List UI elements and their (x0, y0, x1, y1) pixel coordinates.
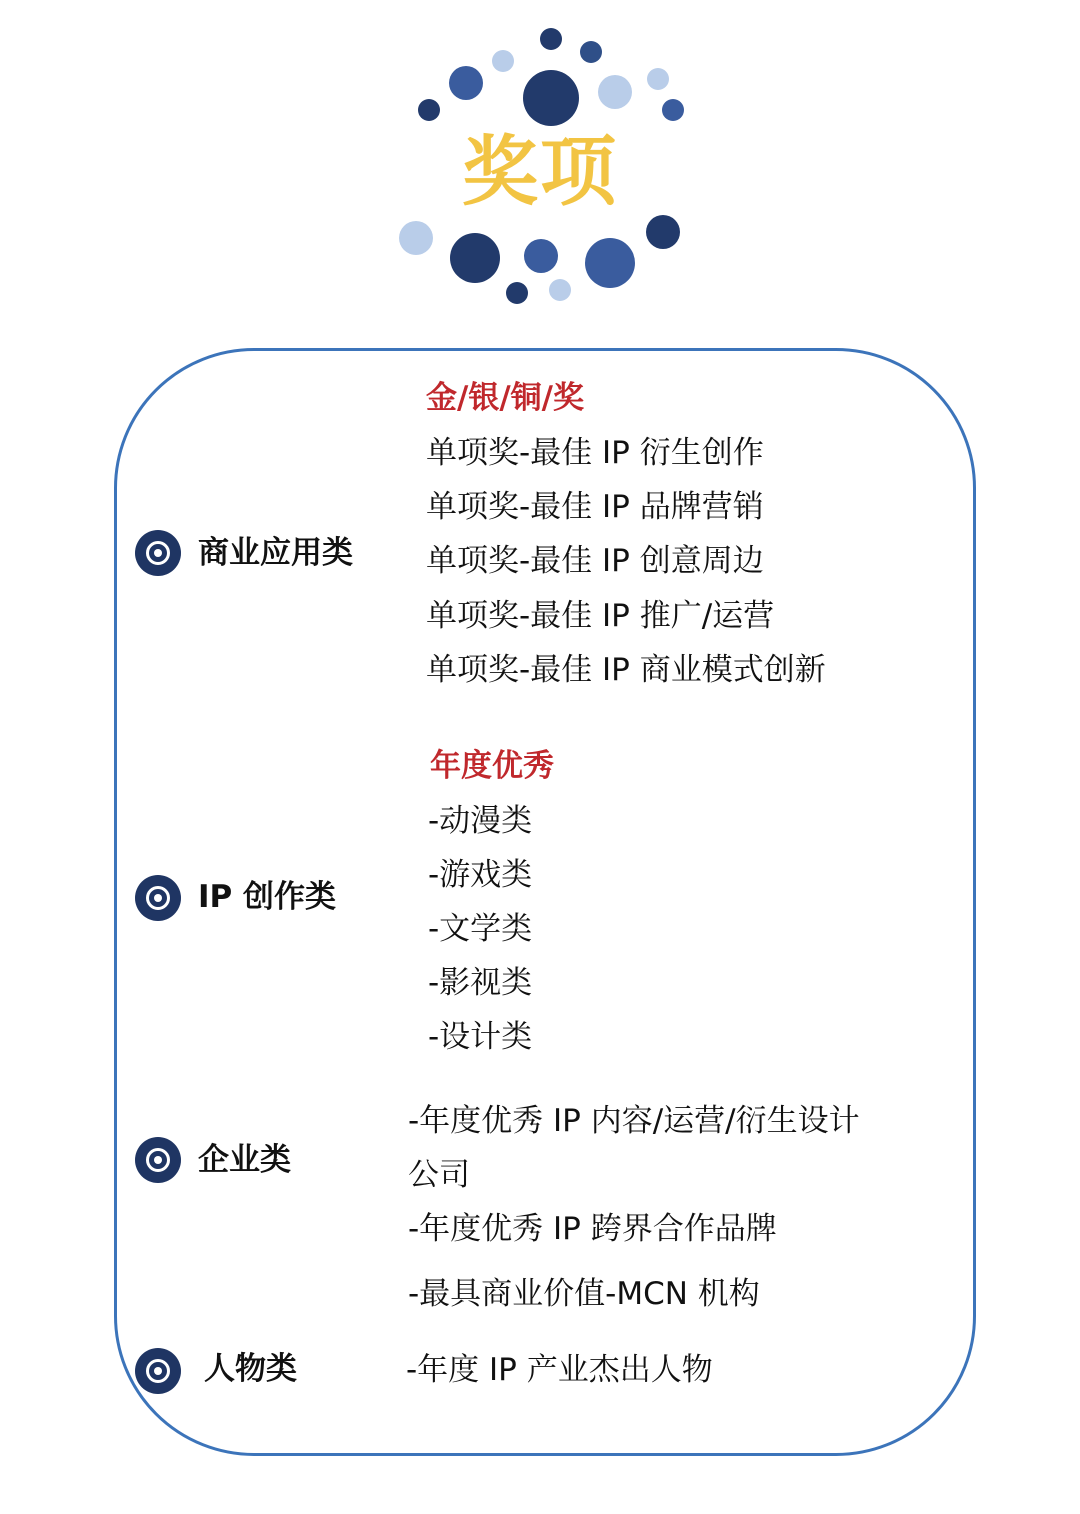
dot (540, 28, 562, 50)
category-label-people: 人物类 (204, 1351, 297, 1387)
list-item: 单项奖-最佳 IP 推广/运营 (426, 598, 775, 634)
target-icon (135, 1348, 181, 1394)
list-item: 公司 (408, 1157, 470, 1193)
dot (450, 233, 500, 283)
target-icon (135, 1137, 181, 1183)
dot (598, 75, 632, 109)
target-icon (135, 530, 181, 576)
dot (549, 279, 571, 301)
list-item: -设计类 (428, 1019, 533, 1055)
list-item: -年度优秀 IP 跨界合作品牌 (408, 1211, 777, 1247)
category-heading-ip-creation: 年度优秀 (430, 748, 554, 784)
list-item: 单项奖-最佳 IP 创意周边 (426, 543, 764, 579)
list-item: -动漫类 (428, 803, 533, 839)
target-icon (135, 875, 181, 921)
list-item: -文学类 (428, 911, 533, 947)
list-item: -年度优秀 IP 内容/运营/衍生设计 (408, 1103, 860, 1139)
list-item: -最具商业价值-MCN 机构 (408, 1276, 760, 1312)
list-item: -游戏类 (428, 857, 533, 893)
dot (580, 41, 602, 63)
dot (647, 68, 669, 90)
category-heading-commercial: 金/银/铜/奖 (426, 380, 584, 416)
list-item: -影视类 (428, 965, 533, 1001)
dot (662, 99, 684, 121)
dot (418, 99, 440, 121)
dot (399, 221, 433, 255)
list-item: 单项奖-最佳 IP 商业模式创新 (426, 652, 826, 688)
category-label-commercial: 商业应用类 (198, 535, 353, 571)
dot (524, 239, 558, 273)
dot (523, 70, 579, 126)
list-item: 单项奖-最佳 IP 衍生创作 (426, 435, 764, 471)
category-label-enterprise: 企业类 (198, 1142, 291, 1178)
category-label-ip-creation: IP 创作类 (198, 879, 337, 915)
list-item: -年度 IP 产业杰出人物 (406, 1352, 713, 1388)
dot (585, 238, 635, 288)
page-title: 奖项 (462, 127, 618, 216)
dot (449, 66, 483, 100)
dot (492, 50, 514, 72)
dot (506, 282, 528, 304)
list-item: 单项奖-最佳 IP 品牌营销 (426, 489, 764, 525)
